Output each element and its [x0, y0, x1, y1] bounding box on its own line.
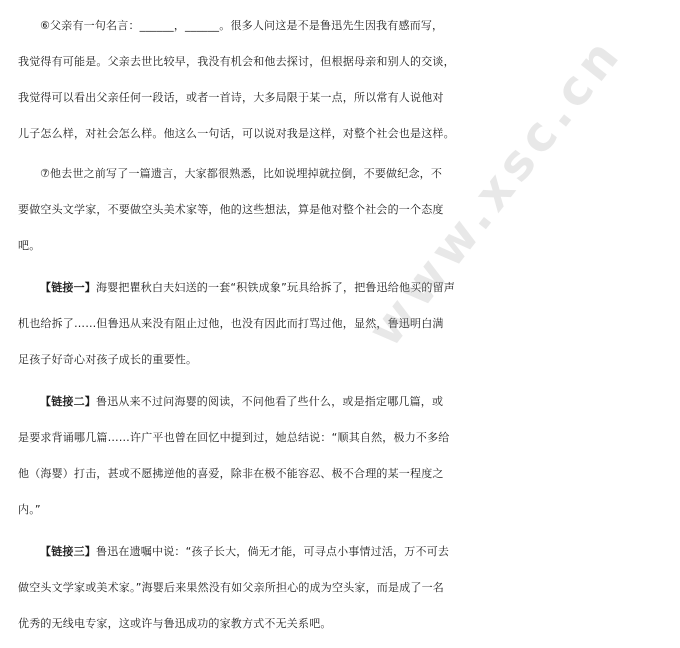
link-2-line-1 [40, 384, 680, 420]
link-3-line-1 [40, 534, 680, 570]
link-1-tag: 【链接一】 [40, 281, 96, 294]
paragraph-7-line-3: 吧。 [18, 239, 41, 252]
link-3-text-1: 鲁迅在遗嘱中说：“孩子长大，倘无才能，可寻点小事情过活，万不可去 [96, 545, 450, 558]
link-2-line-2: 是要求背诵哪几篇……许广平也曾在回忆中提到过，她总结说：“顺其自然，极力不多给 [18, 431, 450, 444]
link-3-tag: 【链接三】 [40, 545, 96, 558]
link-3-line-2: 做空头文学家或美术家。”海婴后来果然没有如父亲所担心的成为空头家，而是成了一名 [18, 581, 444, 594]
watermark: www.xsc.cn [357, 25, 634, 358]
link-1-line-2: 机也给拆了……但鲁迅从来没有阻止过他，也没有因此而打骂过他，显然，鲁迅明白满 [18, 317, 444, 330]
link-2-tag: 【链接二】 [40, 395, 96, 408]
link-1-line-1 [40, 270, 680, 306]
paragraph-6-line-4: 儿子怎么样，对社会怎么样。他这么一句话，可以说对我是这样，对整个社会也是这样。 [18, 127, 455, 140]
paragraph-6-line-3: 我觉得可以看出父亲任何一段话，或者一首诗，大多局限于某一点，所以常有人说他对 [18, 91, 444, 104]
link-3-line-3: 优秀的无线电专家，这或许与鲁迅成功的家教方式不无关系吧。 [18, 617, 332, 630]
paragraph-7-line-2: 要做空头文学家，不要做空头美术家等，他的这些想法，算是他对整个社会的一个态度 [18, 203, 444, 216]
paragraph-6-line-2: 我觉得有可能是。父亲去世比较早，我没有机会和他去探讨，但根据母亲和别人的交谈， [18, 55, 455, 68]
paragraph-6-line-1: ⑥父亲有一句名言：______，______。很多人问这是不是鲁迅先生因我有感而写， [40, 19, 444, 32]
link-2-line-4: 内。” [18, 503, 41, 516]
link-1-line-3: 足孩子好奇心对孩子成长的重要性。 [18, 353, 198, 366]
paragraph-7-line-1: ⑦他去世之前写了一篇遗言，大家都很熟悉，比如说埋掉就拉倒，不要做纪念，不 [40, 167, 443, 180]
link-2-text-1: 鲁迅从来不过问海婴的阅读，不问他看了些什么，或是指定哪几篇，或 [96, 395, 444, 408]
link-2-line-3: 他（海婴）打击，甚或不愿拂逆他的喜爱，除非在极不能容忍、极不合理的某一程度之 [18, 467, 444, 480]
link-1-text-1: 海婴把瞿秋白夫妇送的一套“积铁成象”玩具给拆了，把鲁迅给他买的留声 [96, 281, 455, 294]
